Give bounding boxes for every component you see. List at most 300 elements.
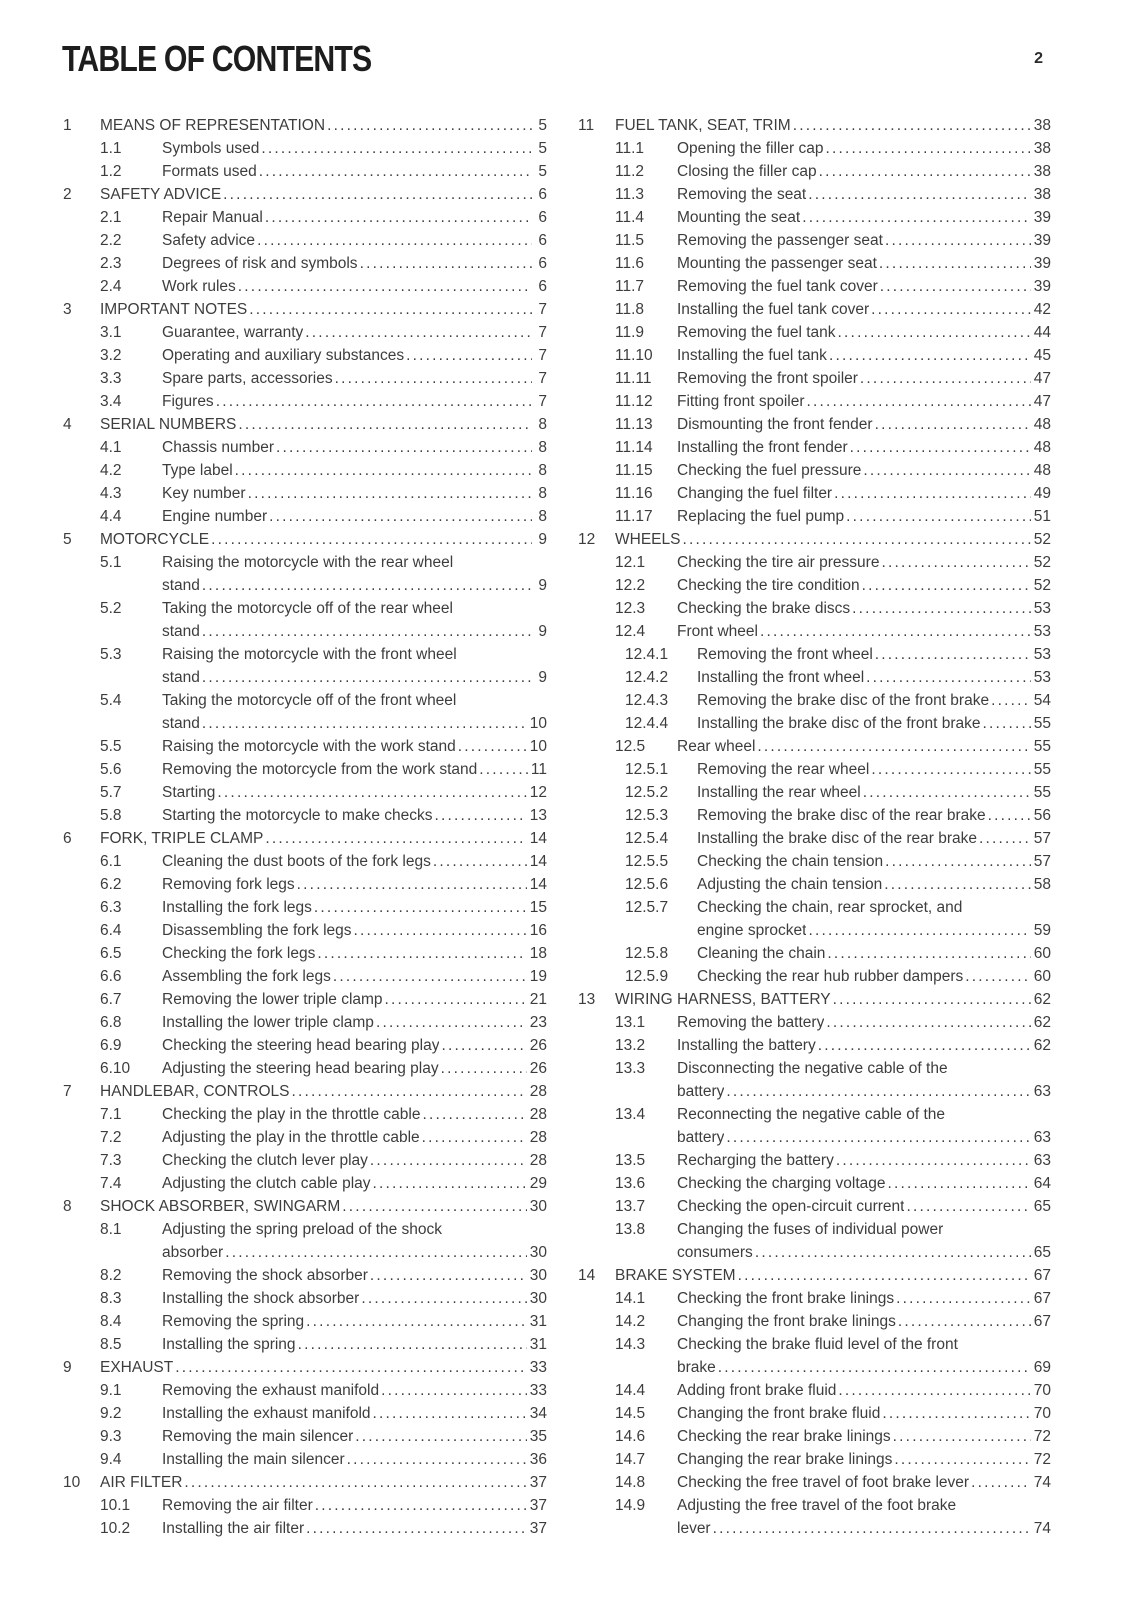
entry-page: 62 [1033,991,1051,1008]
entry-title: Installing the battery [677,1037,816,1054]
entry-number: 13.3 [615,1060,646,1077]
entry-page: 18 [529,945,547,962]
entry-title: Mounting the passenger seat [677,255,877,272]
toc-entry [578,528,1051,551]
toc-entry [578,1264,1051,1287]
entry-page: 55 [1033,738,1051,755]
entry-number: 6.5 [100,945,122,962]
entry-number: 12.4.2 [625,669,669,686]
entry-page: 38 [1033,117,1051,134]
entry-title: Checking the brake discs [677,600,851,617]
entry-page: 19 [529,968,547,985]
dot-leader [838,1379,1030,1402]
entry-title: Installing the fuel tank [677,347,827,364]
toc-entry [578,367,1051,390]
entry-page: 9 [538,623,547,640]
toc-entry [63,206,547,229]
entry-title: Checking the clutch lever play [162,1152,368,1169]
entry-number: 14.5 [615,1405,646,1422]
toc-entry [578,1333,1051,1356]
entry-page: 7 [538,370,547,387]
dot-leader [808,183,1031,206]
entry-number: 6.6 [100,968,122,985]
entry-title: Checking the charging voltage [677,1175,886,1192]
toc-entry [63,1494,547,1517]
entry-page: 10 [529,715,547,732]
entry-number: 14.7 [615,1451,646,1468]
entry-page: 9 [538,669,547,686]
dot-leader [826,1011,1030,1034]
dot-leader [979,827,1031,850]
entry-title: Checking the free travel of foot brake lever [677,1474,970,1491]
entry-page: 6 [538,209,547,226]
entry-page: 72 [1033,1428,1051,1445]
toc-entry [578,160,1051,183]
entry-page: 57 [1033,853,1051,870]
entry-title: Installing the brake disc of the rear brake [697,830,978,847]
dot-leader [726,1126,1030,1149]
dot-leader [441,1034,526,1057]
entry-number: 7.4 [100,1175,122,1192]
toc-entry [63,597,547,620]
entry-number: 12.4 [615,623,646,640]
entry-title: Raising the motorcycle with the front wheel [162,646,457,663]
entry-page: 70 [1033,1382,1051,1399]
toc-entry [578,781,1051,804]
dot-leader [479,758,528,781]
entry-page: 51 [1033,508,1051,525]
entry-title: SAFETY ADVICE [100,186,222,203]
entry-page: 8 [538,508,547,525]
dot-leader [863,781,1031,804]
dot-leader [327,114,532,137]
dot-leader [202,574,532,597]
toc-entry [63,781,547,804]
entry-title: Removing the seat [677,186,807,203]
entry-number: 13.8 [615,1221,646,1238]
entry-number: 3.4 [100,393,122,410]
entry-number: 12.5.3 [625,807,669,824]
entry-number: 4 [63,416,72,433]
dot-leader [850,436,1031,459]
entry-title: IMPORTANT NOTES [100,301,248,318]
toc-entry-continuation [63,666,547,689]
dot-leader [225,1241,527,1264]
dot-leader [819,160,1031,183]
toc-entry [63,942,547,965]
toc-entry [63,183,547,206]
entry-page: 31 [529,1313,547,1330]
entry-number: 11.13 [615,416,653,433]
dot-leader [276,436,532,459]
entry-title: Adjusting the steering head bearing play [162,1060,439,1077]
entry-page: 30 [529,1244,547,1261]
entry-title: Removing the brake disc of the rear brake [697,807,986,824]
entry-title: FUEL TANK, SEAT, TRIM [615,117,791,134]
entry-title-continued: stand [162,715,200,732]
toc-entry [63,1103,547,1126]
entry-title: Checking the rear hub rubber dampers [697,968,964,985]
entry-number: 11.16 [615,485,653,502]
toc-entry [63,459,547,482]
entry-title: Installing the rear wheel [697,784,861,801]
entry-title: Installing the fuel tank cover [677,301,870,318]
entry-page: 37 [529,1497,547,1514]
toc-entry [578,1471,1051,1494]
dot-leader [291,1080,526,1103]
toc-entry [63,1057,547,1080]
entry-page: 38 [1033,186,1051,203]
toc-entry [578,620,1051,643]
entry-title-continued: lever [677,1520,711,1537]
entry-number: 14.8 [615,1474,646,1491]
entry-title: Replacing the fuel pump [677,508,845,525]
entry-number: 10.1 [100,1497,131,1514]
entry-number: 5.7 [100,784,122,801]
toc-entry [578,482,1051,505]
toc-entry [63,367,547,390]
toc-entry [578,597,1051,620]
dot-leader [269,505,532,528]
entry-number: 6.7 [100,991,122,1008]
entry-page: 37 [529,1474,547,1491]
dot-leader [726,1080,1030,1103]
entry-number: 12.4.1 [625,646,669,663]
entry-title: Checking the chain tension [697,853,884,870]
entry-title: Checking the play in the throttle cable [162,1106,421,1123]
toc-entry [578,114,1051,137]
toc-entry [578,735,1051,758]
entry-page: 60 [1033,945,1051,962]
entry-number: 12.5.8 [625,945,669,962]
dot-leader [871,298,1031,321]
entry-page: 44 [1033,324,1051,341]
entry-page: 7 [538,301,547,318]
dot-leader [860,367,1031,390]
entry-title: Removing the lower triple clamp [162,991,383,1008]
toc-entry [63,919,547,942]
entry-title: Opening the filler cap [677,140,824,157]
entry-title: Removing the motorcycle from the work stand [162,761,478,778]
toc-entry-continuation [578,919,1051,942]
entry-number: 8 [63,1198,72,1215]
dot-leader [827,942,1030,965]
entry-page: 5 [538,163,547,180]
entry-title: Removing the front wheel [697,646,873,663]
dot-leader [261,137,532,160]
entry-number: 12.4.4 [625,715,669,732]
dot-leader [202,712,527,735]
toc-entry [63,1149,547,1172]
entry-title: Adjusting the play in the throttle cable [162,1129,420,1146]
dot-leader [834,482,1031,505]
entry-page: 29 [529,1175,547,1192]
dot-leader [422,1126,527,1149]
toc-entry [578,804,1051,827]
dot-leader [825,137,1030,160]
entry-number: 4.1 [100,439,122,456]
entry-title: Cleaning the dust boots of the fork legs [162,853,431,870]
entry-page: 74 [1033,1520,1051,1537]
toc-entry [578,712,1051,735]
entry-number: 14.2 [615,1313,646,1330]
entry-number: 11.2 [615,163,645,180]
entry-page: 38 [1033,140,1051,157]
toc-entry [63,988,547,1011]
entry-number: 12.5.1 [625,761,669,778]
toc-entry [63,827,547,850]
entry-number: 2.2 [100,232,122,249]
toc-entry [578,551,1051,574]
dot-leader [875,413,1031,436]
entry-number: 12.3 [615,600,646,617]
entry-title: SERIAL NUMBERS [100,416,237,433]
entry-title: Disconnecting the negative cable of the [677,1060,948,1077]
entry-number: 4.2 [100,462,122,479]
entry-page: 55 [1033,715,1051,732]
entry-page: 62 [1033,1037,1051,1054]
entry-page: 7 [538,324,547,341]
toc-entry [63,1356,547,1379]
entry-number: 6.3 [100,899,122,916]
entry-page: 38 [1033,163,1051,180]
toc-entry [63,1425,547,1448]
toc-entry [578,896,1051,919]
entry-title: Checking the steering head bearing play [162,1037,440,1054]
entry-number: 9.4 [100,1451,122,1468]
entry-page: 31 [529,1336,547,1353]
dot-leader [202,620,532,643]
entry-page: 63 [1033,1152,1051,1169]
entry-page: 58 [1033,876,1051,893]
entry-title: Removing the shock absorber [162,1267,368,1284]
dot-leader [718,1356,1031,1379]
dot-leader [793,114,1031,137]
dot-leader [373,1402,527,1425]
dot-leader [317,942,526,965]
entry-number: 1 [63,117,72,134]
entry-number: 2.4 [100,278,122,295]
dot-leader [202,666,532,689]
entry-title: AIR FILTER [100,1474,183,1491]
entry-number: 9.2 [100,1405,122,1422]
entry-number: 13 [578,991,596,1008]
entry-title: EXHAUST [100,1359,174,1376]
dot-leader [298,1333,527,1356]
toc-entry-continuation [63,574,547,597]
entry-title: Removing the main silencer [162,1428,354,1445]
entry-title: Engine number [162,508,268,525]
entry-page: 35 [529,1428,547,1445]
toc-entry [63,390,547,413]
entry-number: 6 [63,830,72,847]
entry-title: MOTORCYCLE [100,531,210,548]
entry-page: 30 [529,1267,547,1284]
entry-title: Closing the filler cap [677,163,817,180]
entry-title: Key number [162,485,246,502]
entry-page: 54 [1033,692,1051,709]
dot-leader [863,459,1030,482]
toc-entry [63,643,547,666]
entry-page: 59 [1033,922,1051,939]
entry-page: 8 [538,439,547,456]
dot-leader [802,206,1031,229]
toc-entry [63,735,547,758]
toc-entry [578,275,1051,298]
dot-leader [893,1425,1031,1448]
entry-title: Type label [162,462,233,479]
entry-title: Installing the brake disc of the front brake [697,715,981,732]
toc-entry [578,344,1051,367]
entry-title: Removing the battery [677,1014,825,1031]
dot-leader [184,1471,526,1494]
dot-leader [852,597,1031,620]
entry-page: 6 [538,232,547,249]
toc-entry [63,528,547,551]
entry-title: Changing the fuel filter [677,485,833,502]
entry-number: 8.3 [100,1290,122,1307]
entry-page: 52 [1033,554,1051,571]
dot-leader [988,804,1031,827]
dot-leader [248,482,532,505]
entry-number: 5.8 [100,807,122,824]
entry-page: 39 [1033,278,1051,295]
entry-number: 5 [63,531,72,548]
entry-title: Work rules [162,278,236,295]
dot-leader [306,1310,527,1333]
entry-title: Removing the exhaust manifold [162,1382,380,1399]
dot-leader [297,873,527,896]
entry-page: 14 [529,853,547,870]
entry-title: FORK, TRIPLE CLAMP [100,830,264,847]
entry-page: 10 [529,738,547,755]
dot-leader [217,781,526,804]
toc-entry [63,1517,547,1540]
toc-entry [578,666,1051,689]
entry-page: 63 [1033,1083,1051,1100]
toc-column-right [578,114,1051,1540]
entry-title: Removing the fuel tank cover [677,278,878,295]
entry-page: 23 [529,1014,547,1031]
toc-entry [578,1172,1051,1195]
toc-entry-continuation [578,1080,1051,1103]
toc-entry [63,804,547,827]
toc-entry [63,413,547,436]
dot-leader [265,206,532,229]
dot-leader [738,1264,1031,1287]
entry-number: 11.11 [615,370,652,387]
toc-entry [578,1310,1051,1333]
entry-title: Removing the brake disc of the front brake [697,692,990,709]
entry-page: 8 [538,462,547,479]
entry-title: SHOCK ABSORBER, SWINGARM [100,1198,341,1215]
entry-number: 7 [63,1083,72,1100]
toc-entry [578,1057,1051,1080]
entry-number: 8.4 [100,1313,122,1330]
entry-page: 60 [1033,968,1051,985]
entry-number: 3.1 [100,324,122,341]
entry-number: 12.5.6 [625,876,669,893]
toc-entry-continuation [63,712,547,735]
toc-entry [578,850,1051,873]
entry-page: 13 [529,807,547,824]
dot-leader [175,1356,527,1379]
entry-number: 6.4 [100,922,122,939]
dot-leader [982,712,1030,735]
entry-number: 5.4 [100,692,122,709]
dot-leader [406,344,532,367]
dot-leader [833,988,1031,1011]
entry-number: 4.4 [100,508,122,525]
entry-page: 63 [1033,1129,1051,1146]
entry-title: Installing the air filter [162,1520,305,1537]
toc-entry [63,758,547,781]
entry-number: 3 [63,301,72,318]
entry-title: Cleaning the chain [697,945,826,962]
toc-entry [63,965,547,988]
dot-leader [423,1103,527,1126]
dot-leader [376,1011,527,1034]
toc-entry [578,1195,1051,1218]
toc-entry-continuation [63,1241,547,1264]
entry-number: 4.3 [100,485,122,502]
entry-title: Chassis number [162,439,274,456]
dot-leader [433,850,527,873]
entry-title: Guarantee, warranty [162,324,304,341]
dot-leader [896,1287,1031,1310]
entry-title: Taking the motorcycle off of the rear wheel [162,600,453,617]
entry-title: Dismounting the front fender [677,416,873,433]
entry-title: Installing the front wheel [697,669,865,686]
entry-page: 28 [529,1083,547,1100]
toc-entry [578,252,1051,275]
entry-title-continued: stand [162,577,200,594]
entry-page: 39 [1033,232,1051,249]
toc-entry [578,574,1051,597]
toc-entry [63,505,547,528]
toc-entry [578,298,1051,321]
entry-number: 3.2 [100,347,122,364]
entry-number: 5.2 [100,600,122,617]
dot-leader [259,160,532,183]
toc-entry [63,482,547,505]
entry-title: Operating and auxiliary substances [162,347,405,364]
entry-title: Checking the brake fluid level of the front [677,1336,958,1353]
toc-entry [578,1425,1051,1448]
toc-entry [578,229,1051,252]
toc-entry [63,1264,547,1287]
toc-entry [578,643,1051,666]
entry-page: 28 [529,1106,547,1123]
entry-number: 8.1 [100,1221,122,1238]
entry-number: 11.3 [615,186,645,203]
entry-title: Mounting the seat [677,209,801,226]
toc-entry [578,689,1051,712]
entry-number: 6.10 [100,1060,131,1077]
entry-number: 14.6 [615,1428,646,1445]
toc-entry-continuation [578,1126,1051,1149]
dot-leader [315,1494,527,1517]
entry-page: 72 [1033,1451,1051,1468]
entry-title: Installing the lower triple clamp [162,1014,374,1031]
entry-title: Installing the main silencer [162,1451,345,1468]
entry-title-continued: brake [677,1359,716,1376]
entry-number: 11.6 [615,255,645,272]
toc-entry [63,1471,547,1494]
toc-entry [578,1448,1051,1471]
dot-leader [881,551,1030,574]
entry-title: Adjusting the spring preload of the shock [162,1221,443,1238]
